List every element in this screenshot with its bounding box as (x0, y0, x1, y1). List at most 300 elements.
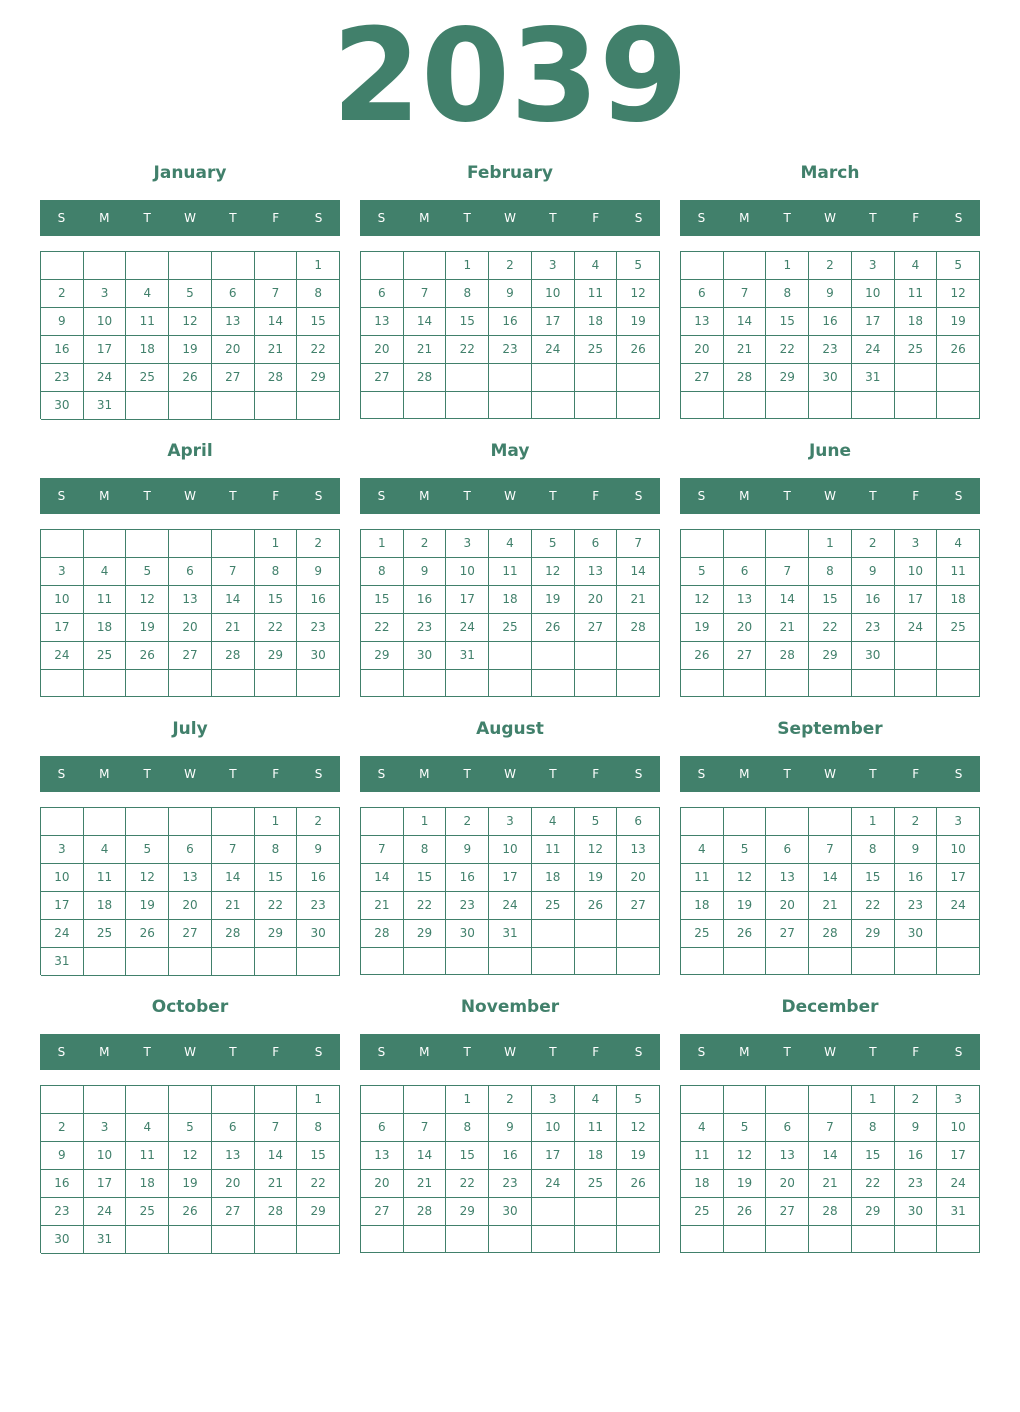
weekday-label: S (314, 211, 323, 225)
day-cell: 8 (446, 1114, 489, 1142)
day-cell: 6 (361, 1114, 404, 1142)
weekday-label: W (184, 489, 196, 503)
day-cell: 24 (41, 642, 84, 670)
empty-day-cell (361, 670, 404, 697)
weekday-label: S (954, 489, 963, 503)
weekday-header (360, 200, 660, 236)
month-january (40, 158, 340, 428)
empty-day-cell (532, 948, 575, 975)
empty-day-cell (617, 920, 660, 948)
day-cell: 29 (404, 920, 447, 948)
empty-day-cell (532, 1198, 575, 1226)
empty-day-cell (937, 364, 980, 392)
day-cell: 26 (937, 336, 980, 364)
day-cell: 10 (446, 558, 489, 586)
empty-day-cell (575, 392, 618, 419)
empty-day-cell (681, 670, 724, 697)
empty-day-cell (84, 530, 127, 558)
day-cell: 26 (617, 1170, 660, 1198)
empty-day-cell (126, 1226, 169, 1254)
day-cell: 18 (126, 1170, 169, 1198)
day-cell: 13 (169, 586, 212, 614)
month-september (680, 714, 980, 984)
empty-day-cell (489, 642, 532, 670)
weekday-label: W (824, 489, 836, 503)
empty-day-cell (489, 1226, 532, 1253)
day-cell: 5 (724, 836, 767, 864)
day-cell: 28 (809, 920, 852, 948)
empty-day-cell (404, 670, 447, 697)
day-cell: 13 (361, 308, 404, 336)
day-cell: 22 (404, 892, 447, 920)
empty-day-cell (766, 948, 809, 975)
day-cell: 26 (724, 920, 767, 948)
day-cell: 12 (617, 280, 660, 308)
empty-day-cell (212, 1226, 255, 1254)
day-cell: 16 (895, 1142, 938, 1170)
day-cell: 1 (361, 530, 404, 558)
empty-day-cell (766, 808, 809, 836)
day-cell: 28 (255, 1198, 298, 1226)
day-cell: 15 (361, 586, 404, 614)
day-cell: 27 (724, 642, 767, 670)
weekday-label: S (377, 211, 386, 225)
day-cell: 18 (575, 1142, 618, 1170)
day-cell: 11 (575, 280, 618, 308)
day-cell: 21 (404, 1170, 447, 1198)
day-cell: 10 (84, 308, 127, 336)
empty-day-cell (617, 1226, 660, 1253)
empty-day-cell (255, 1086, 298, 1114)
day-cell: 17 (937, 864, 980, 892)
empty-day-cell (895, 364, 938, 392)
day-cell: 23 (852, 614, 895, 642)
empty-day-cell (809, 1086, 852, 1114)
day-cell: 15 (255, 864, 298, 892)
day-cell: 18 (575, 308, 618, 336)
day-cell: 13 (681, 308, 724, 336)
empty-day-cell (617, 1198, 660, 1226)
day-cell: 15 (297, 1142, 340, 1170)
day-cell: 17 (489, 864, 532, 892)
day-cell: 22 (852, 1170, 895, 1198)
day-cell: 29 (255, 642, 298, 670)
day-cell: 1 (255, 808, 298, 836)
weekday-label: S (57, 489, 66, 503)
empty-day-cell (532, 392, 575, 419)
day-cell: 23 (489, 336, 532, 364)
day-cell: 15 (809, 586, 852, 614)
day-cell: 31 (489, 920, 532, 948)
month-name: December (781, 997, 879, 1017)
day-cell: 7 (212, 558, 255, 586)
day-cell: 10 (41, 864, 84, 892)
day-cell: 4 (895, 252, 938, 280)
empty-day-cell (255, 948, 298, 976)
day-cell: 21 (255, 1170, 298, 1198)
day-cell: 15 (852, 864, 895, 892)
weekday-label: S (634, 767, 643, 781)
day-cell: 24 (532, 336, 575, 364)
day-cell: 22 (766, 336, 809, 364)
day-cell: 18 (681, 1170, 724, 1198)
empty-day-cell (852, 948, 895, 975)
weekday-label: W (504, 211, 516, 225)
day-cell: 7 (809, 836, 852, 864)
day-cell: 7 (255, 280, 298, 308)
empty-day-cell (937, 920, 980, 948)
day-cell: 11 (126, 308, 169, 336)
day-cell: 15 (766, 308, 809, 336)
empty-day-cell (84, 670, 127, 697)
day-cell: 30 (852, 642, 895, 670)
empty-day-cell (937, 392, 980, 419)
empty-day-cell (575, 1226, 618, 1253)
day-cell: 25 (84, 642, 127, 670)
day-cell: 10 (84, 1142, 127, 1170)
empty-day-cell (766, 392, 809, 419)
weekday-label: F (272, 489, 280, 503)
day-cell: 3 (937, 1086, 980, 1114)
day-cell: 24 (446, 614, 489, 642)
empty-day-cell (575, 948, 618, 975)
weekday-label: S (634, 1045, 643, 1059)
day-cell: 3 (895, 530, 938, 558)
day-cell: 8 (255, 836, 298, 864)
day-cell: 25 (575, 336, 618, 364)
weekday-label: S (954, 767, 963, 781)
day-cell: 22 (446, 336, 489, 364)
weekday-header (360, 756, 660, 792)
empty-day-cell (404, 392, 447, 419)
empty-day-cell (681, 1226, 724, 1253)
empty-day-cell (41, 530, 84, 558)
empty-day-cell (169, 808, 212, 836)
day-cell: 6 (681, 280, 724, 308)
empty-day-cell (489, 670, 532, 697)
weekday-label: T (229, 767, 237, 781)
day-cell: 13 (766, 864, 809, 892)
weekday-label: T (869, 211, 877, 225)
day-cell: 17 (446, 586, 489, 614)
weekday-label: M (419, 489, 430, 503)
empty-day-cell (404, 948, 447, 975)
day-cell: 5 (575, 808, 618, 836)
day-cell: 25 (84, 920, 127, 948)
day-cell: 14 (361, 864, 404, 892)
weekday-label: W (504, 767, 516, 781)
empty-day-cell (212, 948, 255, 976)
day-cell: 21 (724, 336, 767, 364)
day-cell: 19 (575, 864, 618, 892)
day-cell: 27 (617, 892, 660, 920)
day-cell: 12 (126, 864, 169, 892)
day-cell: 26 (575, 892, 618, 920)
empty-day-cell (724, 1226, 767, 1253)
day-cell: 20 (212, 1170, 255, 1198)
month-december (680, 992, 980, 1262)
day-cell: 16 (404, 586, 447, 614)
days-grid (360, 251, 660, 419)
day-cell: 27 (766, 1198, 809, 1226)
day-cell: 17 (895, 586, 938, 614)
day-cell: 19 (169, 1170, 212, 1198)
day-cell: 5 (681, 558, 724, 586)
day-cell: 8 (297, 1114, 340, 1142)
day-cell: 17 (937, 1142, 980, 1170)
days-grid (40, 529, 340, 697)
day-cell: 29 (809, 642, 852, 670)
day-cell: 12 (169, 308, 212, 336)
weekday-label: W (184, 211, 196, 225)
empty-day-cell (809, 1226, 852, 1253)
day-cell: 5 (937, 252, 980, 280)
empty-day-cell (126, 948, 169, 976)
empty-day-cell (255, 1226, 298, 1254)
day-cell: 30 (41, 392, 84, 420)
day-cell: 1 (446, 1086, 489, 1114)
day-cell: 6 (212, 1114, 255, 1142)
empty-day-cell (575, 670, 618, 697)
day-cell: 23 (446, 892, 489, 920)
empty-day-cell (169, 392, 212, 420)
day-cell: 10 (852, 280, 895, 308)
weekday-header (40, 756, 340, 792)
empty-day-cell (617, 670, 660, 697)
empty-day-cell (575, 364, 618, 392)
day-cell: 1 (297, 1086, 340, 1114)
day-cell: 9 (895, 836, 938, 864)
day-cell: 16 (446, 864, 489, 892)
day-cell: 27 (212, 364, 255, 392)
day-cell: 29 (361, 642, 404, 670)
day-cell: 4 (126, 1114, 169, 1142)
day-cell: 21 (809, 1170, 852, 1198)
empty-day-cell (681, 252, 724, 280)
day-cell: 9 (852, 558, 895, 586)
empty-day-cell (169, 948, 212, 976)
day-cell: 7 (724, 280, 767, 308)
empty-day-cell (681, 808, 724, 836)
weekday-label: S (697, 767, 706, 781)
day-cell: 21 (255, 336, 298, 364)
weekday-label: T (869, 767, 877, 781)
weekday-label: M (419, 211, 430, 225)
day-cell: 12 (681, 586, 724, 614)
empty-day-cell (404, 252, 447, 280)
day-cell: 2 (41, 1114, 84, 1142)
empty-day-cell (126, 808, 169, 836)
day-cell: 11 (84, 864, 127, 892)
day-cell: 30 (895, 1198, 938, 1226)
empty-day-cell (84, 252, 127, 280)
weekday-label: W (504, 1045, 516, 1059)
day-cell: 19 (617, 308, 660, 336)
day-cell: 30 (41, 1226, 84, 1254)
empty-day-cell (532, 920, 575, 948)
day-cell: 11 (895, 280, 938, 308)
day-cell: 9 (297, 558, 340, 586)
weekday-label: T (143, 767, 151, 781)
empty-day-cell (446, 392, 489, 419)
day-cell: 31 (852, 364, 895, 392)
day-cell: 3 (84, 280, 127, 308)
day-cell: 19 (617, 1142, 660, 1170)
days-grid (40, 1085, 340, 1253)
weekday-label: F (912, 211, 920, 225)
empty-day-cell (575, 1198, 618, 1226)
day-cell: 12 (126, 586, 169, 614)
year-title: 2039 (331, 2, 689, 151)
day-cell: 20 (681, 336, 724, 364)
empty-day-cell (766, 670, 809, 697)
day-cell: 27 (169, 642, 212, 670)
empty-day-cell (766, 1226, 809, 1253)
day-cell: 4 (84, 836, 127, 864)
day-cell: 15 (852, 1142, 895, 1170)
day-cell: 27 (575, 614, 618, 642)
day-cell: 23 (41, 1198, 84, 1226)
day-cell: 25 (681, 1198, 724, 1226)
day-cell: 6 (575, 530, 618, 558)
weekday-header (680, 200, 980, 236)
day-cell: 20 (361, 336, 404, 364)
day-cell: 14 (255, 308, 298, 336)
empty-day-cell (361, 1086, 404, 1114)
day-cell: 18 (937, 586, 980, 614)
day-cell: 8 (852, 1114, 895, 1142)
days-grid (680, 251, 980, 419)
month-name: April (167, 441, 213, 461)
empty-day-cell (895, 392, 938, 419)
day-cell: 15 (446, 308, 489, 336)
day-cell: 26 (169, 364, 212, 392)
empty-day-cell (255, 670, 298, 697)
weekday-label: M (739, 767, 750, 781)
day-cell: 13 (212, 308, 255, 336)
weekday-label: F (592, 211, 600, 225)
weekday-label: T (869, 489, 877, 503)
day-cell: 17 (84, 336, 127, 364)
day-cell: 12 (169, 1142, 212, 1170)
day-cell: 20 (575, 586, 618, 614)
empty-day-cell (617, 948, 660, 975)
day-cell: 2 (489, 252, 532, 280)
empty-day-cell (297, 1226, 340, 1254)
empty-day-cell (361, 808, 404, 836)
weekday-label: F (592, 1045, 600, 1059)
empty-day-cell (41, 808, 84, 836)
day-cell: 17 (84, 1170, 127, 1198)
empty-day-cell (895, 948, 938, 975)
day-cell: 25 (895, 336, 938, 364)
empty-day-cell (361, 252, 404, 280)
month-name: August (476, 719, 544, 739)
day-cell: 7 (617, 530, 660, 558)
day-cell: 29 (766, 364, 809, 392)
day-cell: 29 (446, 1198, 489, 1226)
empty-day-cell (809, 670, 852, 697)
day-cell: 4 (532, 808, 575, 836)
empty-day-cell (361, 1226, 404, 1253)
weekday-label: F (592, 767, 600, 781)
weekday-label: F (912, 489, 920, 503)
day-cell: 8 (404, 836, 447, 864)
weekday-label: F (272, 1045, 280, 1059)
day-cell: 4 (681, 836, 724, 864)
weekday-label: S (314, 489, 323, 503)
day-cell: 3 (852, 252, 895, 280)
day-cell: 12 (617, 1114, 660, 1142)
empty-day-cell (446, 364, 489, 392)
day-cell: 2 (852, 530, 895, 558)
day-cell: 19 (126, 892, 169, 920)
day-cell: 31 (84, 392, 127, 420)
day-cell: 16 (41, 336, 84, 364)
day-cell: 22 (297, 336, 340, 364)
empty-day-cell (126, 530, 169, 558)
empty-day-cell (212, 808, 255, 836)
weekday-label: M (99, 767, 110, 781)
day-cell: 13 (575, 558, 618, 586)
day-cell: 21 (809, 892, 852, 920)
day-cell: 14 (617, 558, 660, 586)
day-cell: 13 (617, 836, 660, 864)
day-cell: 10 (937, 836, 980, 864)
weekday-label: T (143, 489, 151, 503)
day-cell: 25 (489, 614, 532, 642)
empty-day-cell (681, 1086, 724, 1114)
day-cell: 14 (724, 308, 767, 336)
day-cell: 20 (617, 864, 660, 892)
day-cell: 4 (575, 1086, 618, 1114)
day-cell: 26 (126, 920, 169, 948)
day-cell: 9 (41, 308, 84, 336)
day-cell: 26 (532, 614, 575, 642)
day-cell: 3 (446, 530, 489, 558)
day-cell: 3 (489, 808, 532, 836)
day-cell: 11 (681, 864, 724, 892)
days-grid (40, 251, 340, 419)
empty-day-cell (724, 670, 767, 697)
empty-day-cell (681, 392, 724, 419)
weekday-label: T (463, 489, 471, 503)
day-cell: 5 (126, 558, 169, 586)
weekday-label: S (697, 211, 706, 225)
weekday-label: S (697, 489, 706, 503)
day-cell: 18 (489, 586, 532, 614)
day-cell: 13 (212, 1142, 255, 1170)
day-cell: 4 (489, 530, 532, 558)
day-cell: 4 (84, 558, 127, 586)
days-grid (680, 807, 980, 975)
empty-day-cell (681, 948, 724, 975)
weekday-header (40, 1034, 340, 1070)
empty-day-cell (766, 1086, 809, 1114)
empty-day-cell (41, 670, 84, 697)
day-cell: 24 (532, 1170, 575, 1198)
day-cell: 9 (809, 280, 852, 308)
weekday-header (40, 200, 340, 236)
day-cell: 22 (446, 1170, 489, 1198)
day-cell: 15 (404, 864, 447, 892)
weekday-label: W (824, 767, 836, 781)
weekday-label: T (869, 1045, 877, 1059)
empty-day-cell (895, 1226, 938, 1253)
empty-day-cell (212, 1086, 255, 1114)
empty-day-cell (895, 670, 938, 697)
empty-day-cell (937, 948, 980, 975)
